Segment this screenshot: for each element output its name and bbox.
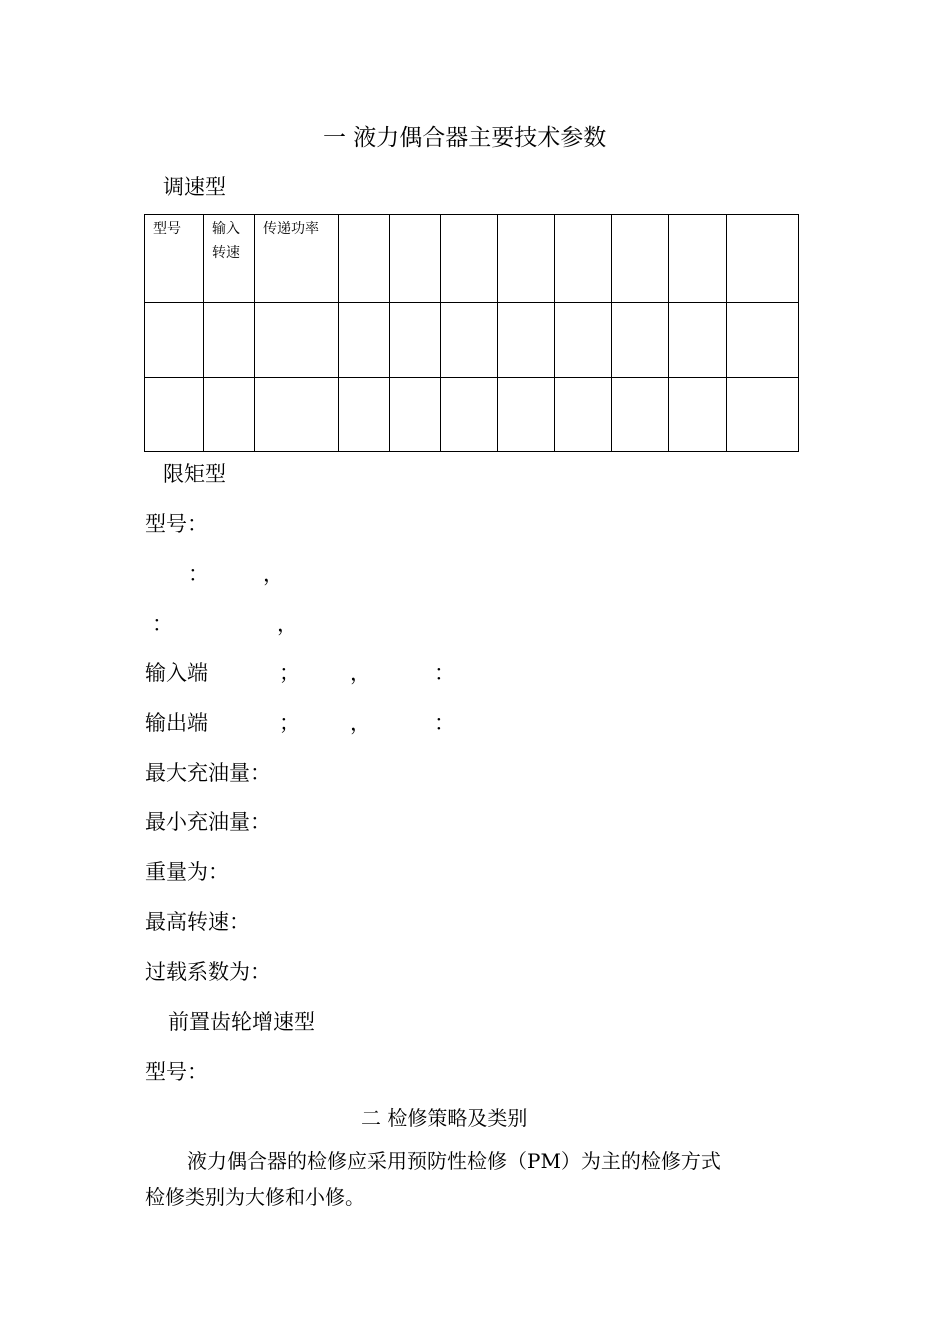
table-cell — [669, 378, 727, 452]
output-end-label: 输出端 — [145, 711, 208, 735]
table-cell — [441, 378, 498, 452]
table-cell — [727, 303, 799, 378]
gear-type-heading: 前置齿轮增速型 — [168, 1010, 315, 1034]
input-end-comma: ， — [350, 661, 371, 685]
table-header-cell: 传递功率 — [255, 215, 339, 303]
input-end-semicolon: ； — [279, 661, 300, 685]
input-end-colon: ： — [434, 661, 455, 685]
table-header-cell — [390, 215, 441, 303]
table-cell — [255, 378, 339, 452]
model-label: 型号： — [145, 512, 208, 536]
output-end-semicolon: ； — [279, 711, 300, 735]
line-a-colon: ： — [188, 562, 209, 586]
max-oil-label: 最大充油量： — [145, 761, 271, 785]
spec-table — [144, 214, 799, 452]
table-row — [145, 378, 799, 452]
section2-title: 二 检修策略及类别 — [361, 1106, 528, 1130]
table-header-cell: 型号 — [145, 215, 204, 303]
input-end-label: 输入端 — [145, 661, 208, 685]
table-cell — [339, 303, 390, 378]
max-speed-label: 最高转速： — [145, 910, 250, 934]
table-cell — [390, 303, 441, 378]
table-cell — [339, 378, 390, 452]
paragraph-line-1: 液力偶合器的检修应采用预防性检修（PM）为主的检修方式 — [187, 1149, 721, 1173]
table-header-cell — [555, 215, 612, 303]
table-cell — [390, 378, 441, 452]
output-end-colon: ： — [434, 711, 455, 735]
weight-label: 重量为： — [145, 860, 229, 884]
output-end-comma: ， — [350, 711, 371, 735]
table-cell — [555, 378, 612, 452]
table-cell — [669, 303, 727, 378]
table-cell — [204, 303, 255, 378]
table-header-cell: 输入 转速 — [204, 215, 255, 303]
table-header-row — [145, 215, 799, 303]
table-header-cell — [612, 215, 669, 303]
table-header-cell — [339, 215, 390, 303]
table-cell — [498, 303, 555, 378]
torque-type-heading: 限矩型 — [163, 462, 226, 486]
table-header-cell — [441, 215, 498, 303]
table-cell — [145, 303, 204, 378]
table-cell — [555, 303, 612, 378]
min-oil-label: 最小充油量： — [145, 810, 271, 834]
table-cell — [498, 378, 555, 452]
table-cell — [441, 303, 498, 378]
table-header-cell — [669, 215, 727, 303]
table-cell — [145, 378, 204, 452]
paragraph-line-2: 检修类别为大修和小修。 — [145, 1185, 365, 1209]
table-header-cell — [727, 215, 799, 303]
table-cell — [727, 378, 799, 452]
table-cell — [612, 378, 669, 452]
table-row — [145, 303, 799, 378]
speed-type-heading: 调速型 — [163, 175, 226, 199]
table-cell — [612, 303, 669, 378]
gear-model-label: 型号： — [145, 1060, 208, 1084]
line-b-comma: ， — [277, 612, 298, 636]
section1-title: 一 液力偶合器主要技术参数 — [323, 125, 607, 151]
table-cell — [204, 378, 255, 452]
overload-label: 过载系数为： — [145, 960, 271, 984]
line-b-colon: ： — [152, 612, 173, 636]
table-header-cell — [498, 215, 555, 303]
line-a-comma: ， — [263, 562, 284, 586]
table-cell — [255, 303, 339, 378]
